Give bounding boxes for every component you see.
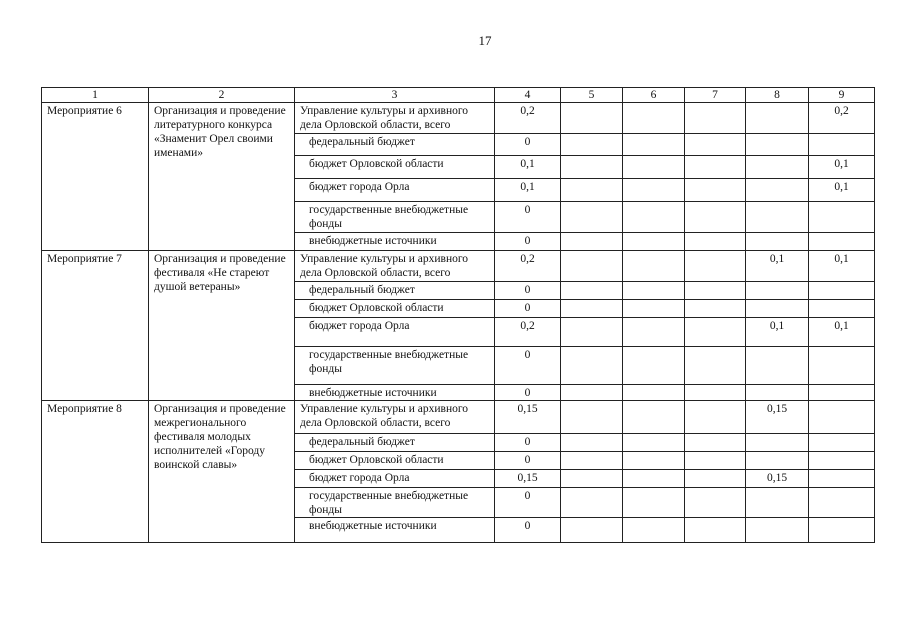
value-cell-col4: 0 bbox=[495, 452, 561, 470]
funding-source: государственные внебюджетные фонды bbox=[295, 488, 495, 518]
value-cell-col4: 0 bbox=[495, 233, 561, 251]
value-cell-col9: 0,1 bbox=[809, 251, 875, 282]
value-cell-col6 bbox=[623, 518, 685, 543]
value-cell-col6 bbox=[623, 318, 685, 347]
value-cell-col7 bbox=[685, 518, 746, 543]
value-cell-col8 bbox=[746, 233, 809, 251]
value-cell-col6 bbox=[623, 282, 685, 300]
value-cell-col6 bbox=[623, 452, 685, 470]
value-cell-col8 bbox=[746, 488, 809, 518]
value-cell-col9 bbox=[809, 434, 875, 452]
value-cell-col7 bbox=[685, 202, 746, 233]
value-cell-col4: 0,1 bbox=[495, 179, 561, 202]
header-cell: 8 bbox=[746, 88, 809, 103]
value-cell-col9: 0,1 bbox=[809, 156, 875, 179]
funding-source: внебюджетные источники bbox=[295, 385, 495, 401]
value-cell-col9 bbox=[809, 385, 875, 401]
funding-source: федеральный бюджет bbox=[295, 282, 495, 300]
value-cell-col7 bbox=[685, 385, 746, 401]
value-cell-col9 bbox=[809, 233, 875, 251]
value-cell-col5 bbox=[561, 233, 623, 251]
value-cell-col5 bbox=[561, 179, 623, 202]
value-cell-col8 bbox=[746, 347, 809, 385]
funding-source: бюджет Орловской области bbox=[295, 156, 495, 179]
funding-source: бюджет города Орла bbox=[295, 179, 495, 202]
value-cell-col9 bbox=[809, 452, 875, 470]
value-cell-col7 bbox=[685, 434, 746, 452]
value-cell-col4: 0 bbox=[495, 300, 561, 318]
value-cell-col8 bbox=[746, 300, 809, 318]
value-cell-col7 bbox=[685, 347, 746, 385]
value-cell-col7 bbox=[685, 318, 746, 347]
measure-name: Мероприятие 7 bbox=[42, 251, 149, 401]
header-cell: 4 bbox=[495, 88, 561, 103]
value-cell-col6 bbox=[623, 251, 685, 282]
value-cell-col8 bbox=[746, 156, 809, 179]
measure-description: Организация и проведение литературного конкурса «Знаменит Орел своими именами» bbox=[149, 103, 295, 251]
measure-description: Организация и проведение фестиваля «Не стареют душой ветераны» bbox=[149, 251, 295, 401]
value-cell-col8 bbox=[746, 282, 809, 300]
value-cell-col4: 0 bbox=[495, 518, 561, 543]
value-cell-col6 bbox=[623, 202, 685, 233]
value-cell-col7 bbox=[685, 179, 746, 202]
funding-source: внебюджетные источники bbox=[295, 518, 495, 543]
value-cell-col8 bbox=[746, 385, 809, 401]
value-cell-col8: 0,15 bbox=[746, 401, 809, 434]
value-cell-col9 bbox=[809, 282, 875, 300]
value-cell-col8: 0,1 bbox=[746, 318, 809, 347]
header-cell: 3 bbox=[295, 88, 495, 103]
value-cell-col4: 0,1 bbox=[495, 156, 561, 179]
value-cell-col8 bbox=[746, 452, 809, 470]
value-cell-col4: 0 bbox=[495, 385, 561, 401]
value-cell-col5 bbox=[561, 202, 623, 233]
value-cell-col8 bbox=[746, 202, 809, 233]
value-cell-col8: 0,15 bbox=[746, 470, 809, 488]
value-cell-col8: 0,1 bbox=[746, 251, 809, 282]
value-cell-col4: 0,2 bbox=[495, 251, 561, 282]
value-cell-col9: 0,1 bbox=[809, 179, 875, 202]
value-cell-col8 bbox=[746, 518, 809, 543]
header-cell: 2 bbox=[149, 88, 295, 103]
header-cell: 7 bbox=[685, 88, 746, 103]
value-cell-col6 bbox=[623, 156, 685, 179]
value-cell-col7 bbox=[685, 401, 746, 434]
value-cell-col5 bbox=[561, 401, 623, 434]
value-cell-col9 bbox=[809, 300, 875, 318]
measure-name: Мероприятие 8 bbox=[42, 401, 149, 543]
value-cell-col4: 0,2 bbox=[495, 318, 561, 347]
value-cell-col6 bbox=[623, 347, 685, 385]
value-cell-col9 bbox=[809, 470, 875, 488]
measure-description: Организация и проведение межрегионального фестиваля молодых исполнителей «Городу воинской славы» bbox=[149, 401, 295, 543]
value-cell-col4: 0 bbox=[495, 347, 561, 385]
value-cell-col5 bbox=[561, 103, 623, 134]
value-cell-col6 bbox=[623, 488, 685, 518]
value-cell-col8 bbox=[746, 179, 809, 202]
value-cell-col7 bbox=[685, 103, 746, 134]
value-cell-col6 bbox=[623, 233, 685, 251]
value-cell-col5 bbox=[561, 452, 623, 470]
value-cell-col6 bbox=[623, 385, 685, 401]
value-cell-col9: 0,2 bbox=[809, 103, 875, 134]
funding-source: бюджет города Орла bbox=[295, 318, 495, 347]
value-cell-col7 bbox=[685, 300, 746, 318]
header-cell: 5 bbox=[561, 88, 623, 103]
value-cell-col5 bbox=[561, 251, 623, 282]
funding-source: внебюджетные источники bbox=[295, 233, 495, 251]
value-cell-col7 bbox=[685, 282, 746, 300]
table-row bbox=[42, 103, 875, 134]
value-cell-col5 bbox=[561, 282, 623, 300]
value-cell-col6 bbox=[623, 470, 685, 488]
value-cell-col7 bbox=[685, 470, 746, 488]
value-cell-col6 bbox=[623, 401, 685, 434]
value-cell-col4: 0,15 bbox=[495, 401, 561, 434]
header-row bbox=[42, 88, 875, 103]
value-cell-col5 bbox=[561, 385, 623, 401]
value-cell-col6 bbox=[623, 300, 685, 318]
value-cell-col8 bbox=[746, 103, 809, 134]
value-cell-col9 bbox=[809, 202, 875, 233]
value-cell-col6 bbox=[623, 179, 685, 202]
table-row bbox=[42, 251, 875, 282]
value-cell-col9 bbox=[809, 347, 875, 385]
value-cell-col7 bbox=[685, 233, 746, 251]
value-cell-col7 bbox=[685, 251, 746, 282]
value-cell-col5 bbox=[561, 300, 623, 318]
value-cell-col5 bbox=[561, 488, 623, 518]
funding-source: государственные внебюджетные фонды bbox=[295, 347, 495, 385]
value-cell-col7 bbox=[685, 134, 746, 156]
table-body bbox=[42, 103, 875, 543]
value-cell-col6 bbox=[623, 134, 685, 156]
value-cell-col5 bbox=[561, 156, 623, 179]
value-cell-col5 bbox=[561, 470, 623, 488]
value-cell-col7 bbox=[685, 452, 746, 470]
value-cell-col4: 0 bbox=[495, 282, 561, 300]
table-row bbox=[42, 401, 875, 434]
value-cell-col9 bbox=[809, 134, 875, 156]
funding-source: государственные внебюджетные фонды bbox=[295, 202, 495, 233]
value-cell-col9 bbox=[809, 401, 875, 434]
funding-source: бюджет города Орла bbox=[295, 470, 495, 488]
value-cell-col4: 0 bbox=[495, 434, 561, 452]
value-cell-col5 bbox=[561, 318, 623, 347]
value-cell-col6 bbox=[623, 434, 685, 452]
funding-source: федеральный бюджет bbox=[295, 134, 495, 156]
value-cell-col4: 0,2 bbox=[495, 103, 561, 134]
page-number: 17 bbox=[478, 33, 492, 48]
value-cell-col5 bbox=[561, 347, 623, 385]
measure-name: Мероприятие 6 bbox=[42, 103, 149, 251]
funding-source: бюджет Орловской области bbox=[295, 452, 495, 470]
value-cell-col7 bbox=[685, 156, 746, 179]
header-cell: 1 bbox=[42, 88, 149, 103]
funding-table bbox=[41, 87, 875, 543]
value-cell-col7 bbox=[685, 488, 746, 518]
value-cell-col6 bbox=[623, 103, 685, 134]
funding-source: бюджет Орловской области bbox=[295, 300, 495, 318]
value-cell-col8 bbox=[746, 434, 809, 452]
value-cell-col4: 0 bbox=[495, 134, 561, 156]
value-cell-col4: 0 bbox=[495, 202, 561, 233]
funding-source: Управление культуры и архивного дела Орловской области, всего bbox=[295, 251, 495, 282]
value-cell-col5 bbox=[561, 134, 623, 156]
value-cell-col8 bbox=[746, 134, 809, 156]
funding-source: федеральный бюджет bbox=[295, 434, 495, 452]
value-cell-col5 bbox=[561, 434, 623, 452]
value-cell-col9: 0,1 bbox=[809, 318, 875, 347]
value-cell-col4: 0 bbox=[495, 488, 561, 518]
value-cell-col9 bbox=[809, 518, 875, 543]
funding-source: Управление культуры и архивного дела Орловской области, всего bbox=[295, 401, 495, 434]
funding-source: Управление культуры и архивного дела Орловской области, всего bbox=[295, 103, 495, 134]
value-cell-col5 bbox=[561, 518, 623, 543]
header-cell: 6 bbox=[623, 88, 685, 103]
value-cell-col9 bbox=[809, 488, 875, 518]
value-cell-col4: 0,15 bbox=[495, 470, 561, 488]
header-cell: 9 bbox=[809, 88, 875, 103]
